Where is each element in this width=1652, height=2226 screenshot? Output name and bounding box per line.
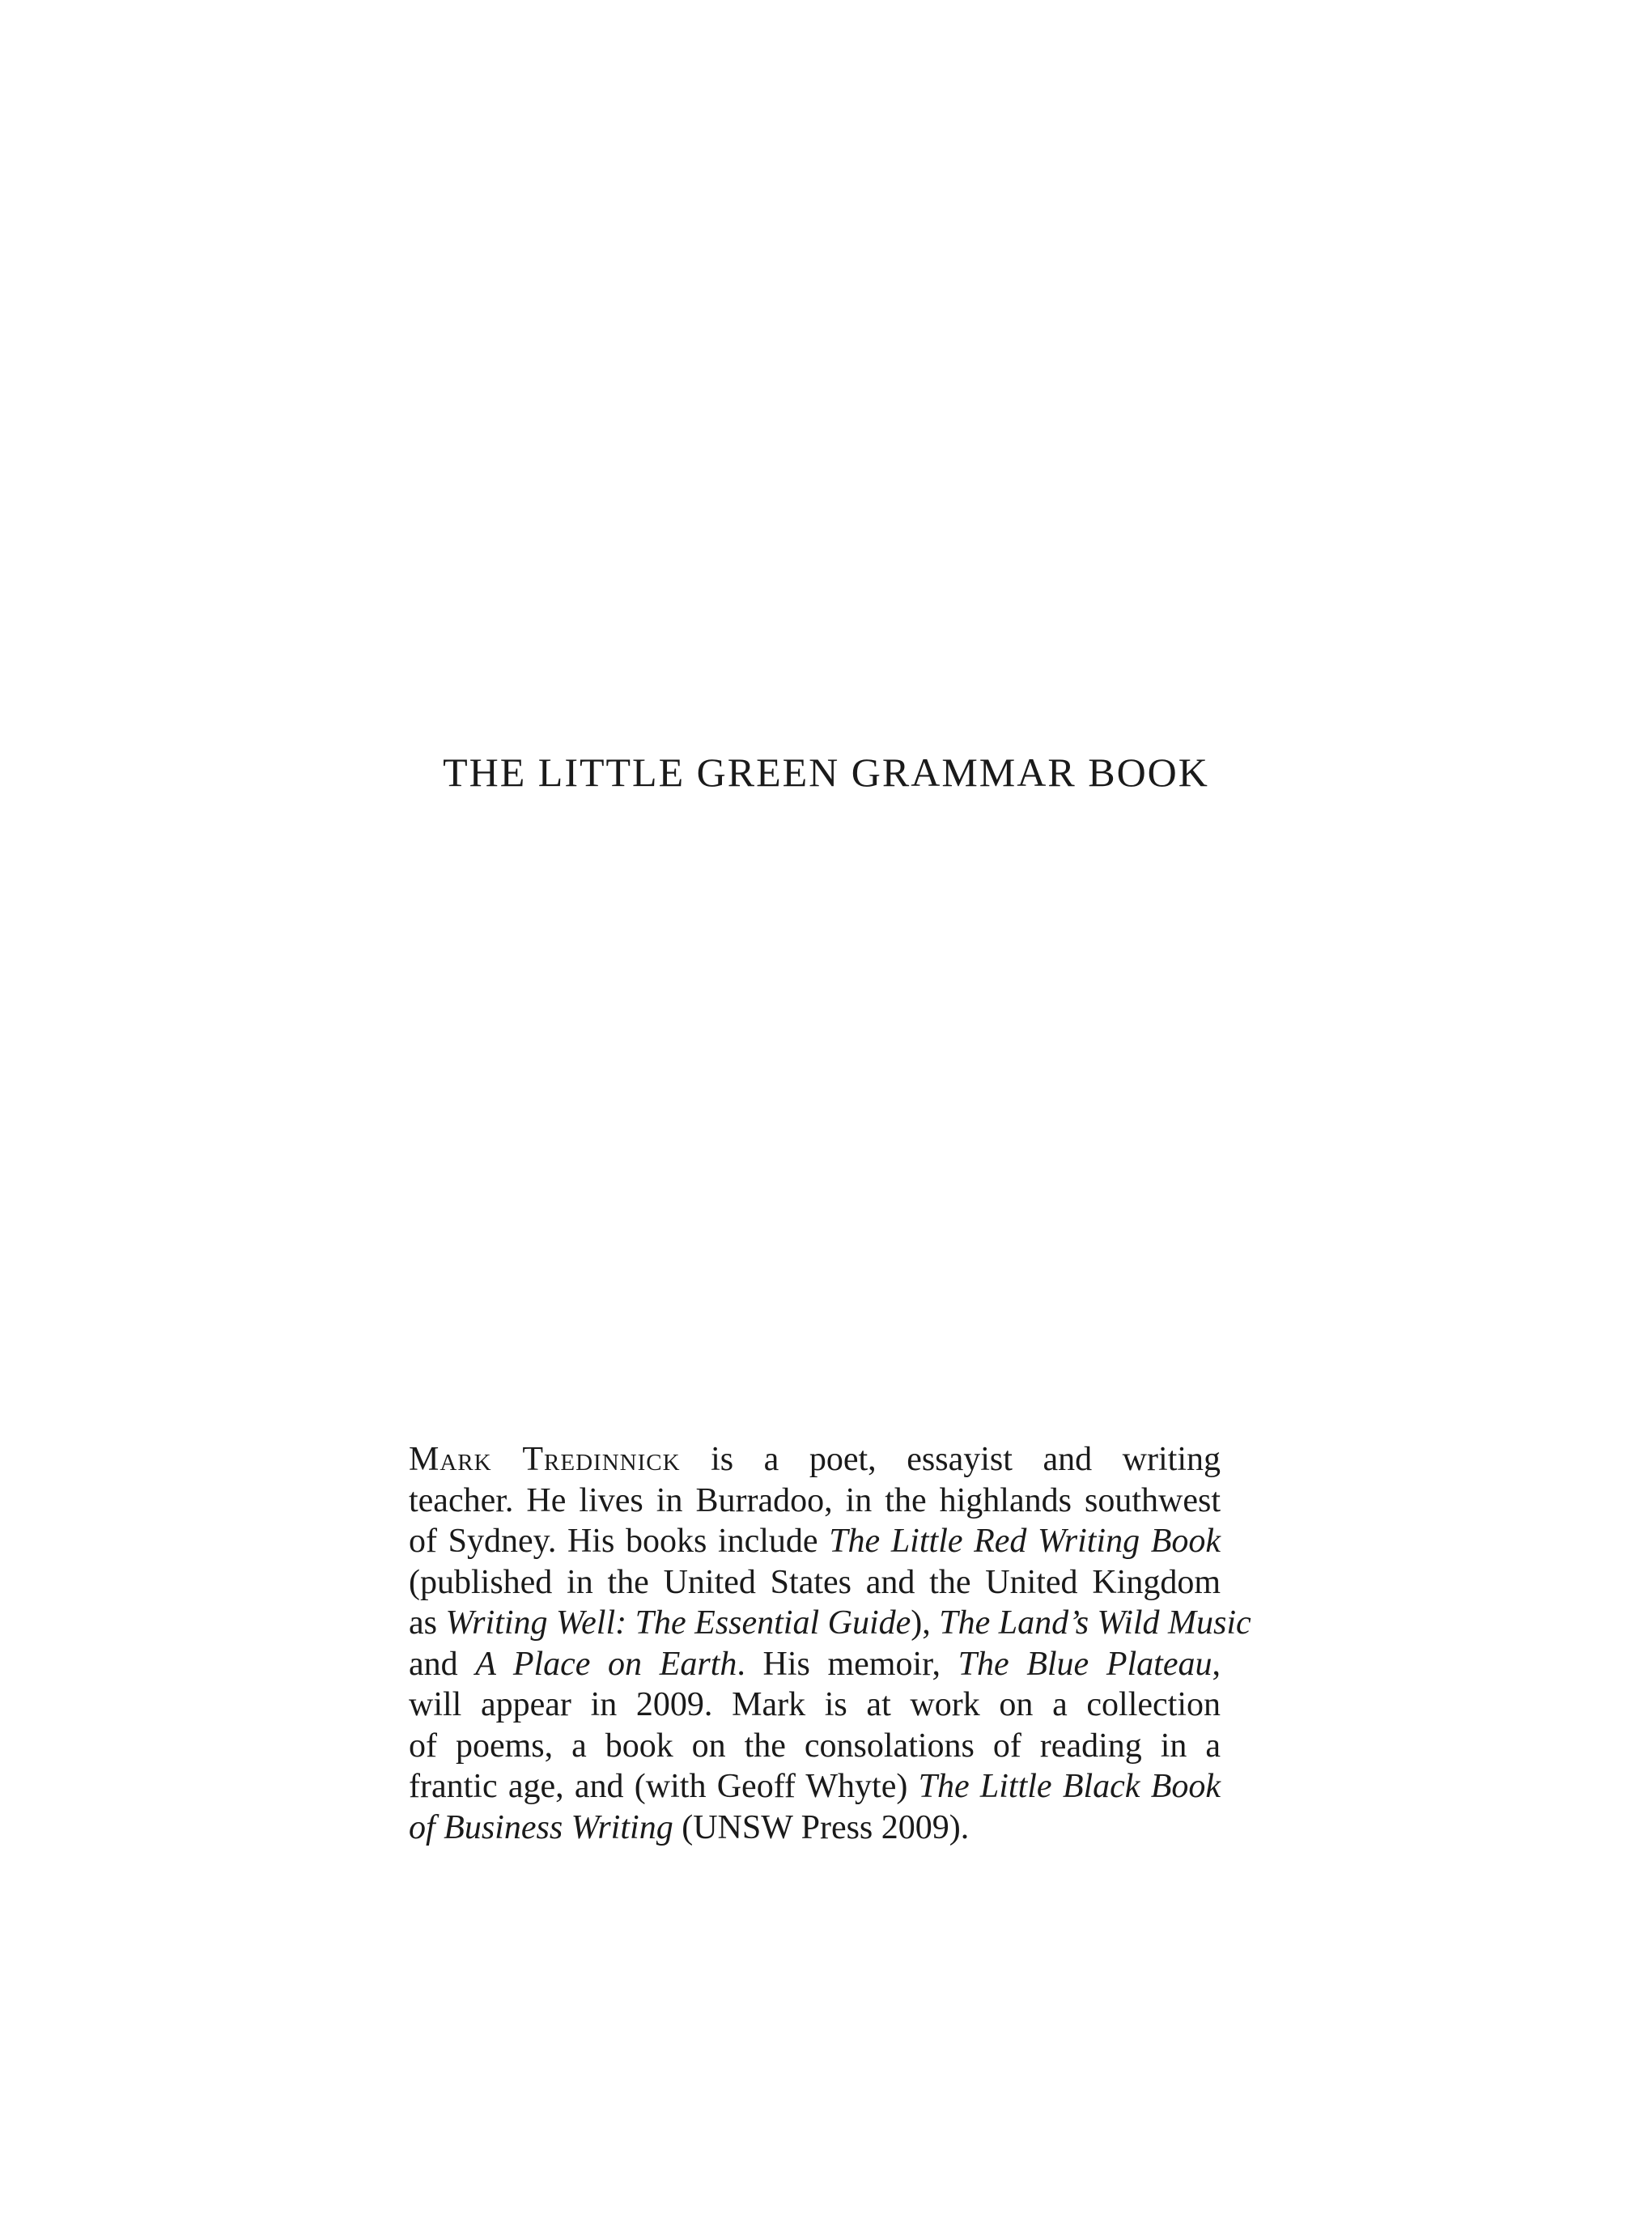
bio-text: frantic age, and (with Geoff Whyte) bbox=[409, 1768, 919, 1805]
bio-line bbox=[409, 1726, 1221, 1767]
author-name: Mark Tredinnick bbox=[409, 1441, 681, 1478]
bio-text: will appear in 2009. Mark is at work on a collection bbox=[409, 1686, 1221, 1723]
bio-text: as bbox=[409, 1604, 446, 1642]
bio-text: of poems, a book on the consolations of reading in a bbox=[409, 1727, 1221, 1765]
bio-text: and bbox=[409, 1645, 476, 1683]
bio-text: ), bbox=[911, 1604, 940, 1642]
bio-line bbox=[409, 1562, 1221, 1604]
book-title: THE LITTLE GREEN GRAMMAR BOOK bbox=[443, 750, 1209, 795]
book-title-red-writing: The Little Red Writing Book bbox=[829, 1523, 1221, 1560]
bio-text: teacher. He lives in Burradoo, in the highlands southwest bbox=[409, 1481, 1221, 1519]
author-bio bbox=[409, 1439, 1251, 1848]
book-title-lands-wild-music: The Land’s Wild Music bbox=[939, 1604, 1251, 1642]
bio-text: . His memoir, bbox=[737, 1645, 958, 1683]
bio-line bbox=[409, 1766, 1221, 1808]
bio-line bbox=[409, 1480, 1221, 1522]
bio-line bbox=[409, 1439, 1221, 1480]
book-title-business-writing: of Business Writing bbox=[409, 1808, 673, 1846]
book-title-writing-well: Writing Well: The Essential Guide bbox=[445, 1604, 911, 1642]
bio-text: (UNSW Press 2009). bbox=[673, 1808, 970, 1846]
bio-text: (published in the United States and the United Kingdom bbox=[409, 1563, 1221, 1601]
bio-text: of Sydney. His books include bbox=[409, 1523, 830, 1560]
bio-text: , bbox=[1212, 1645, 1221, 1683]
bio-line bbox=[409, 1521, 1221, 1562]
bio-line bbox=[409, 1684, 1221, 1726]
book-title-place-on-earth: A Place on Earth bbox=[475, 1645, 737, 1683]
bio-line bbox=[409, 1644, 1221, 1685]
bio-text: is a poet, essayist and writing bbox=[680, 1441, 1221, 1478]
book-title-blue-plateau: The Blue Plateau bbox=[958, 1645, 1212, 1683]
bio-line bbox=[409, 1603, 1251, 1644]
book-title-little-black-book: The Little Black Book bbox=[918, 1768, 1221, 1805]
bio-line bbox=[409, 1808, 1221, 1849]
